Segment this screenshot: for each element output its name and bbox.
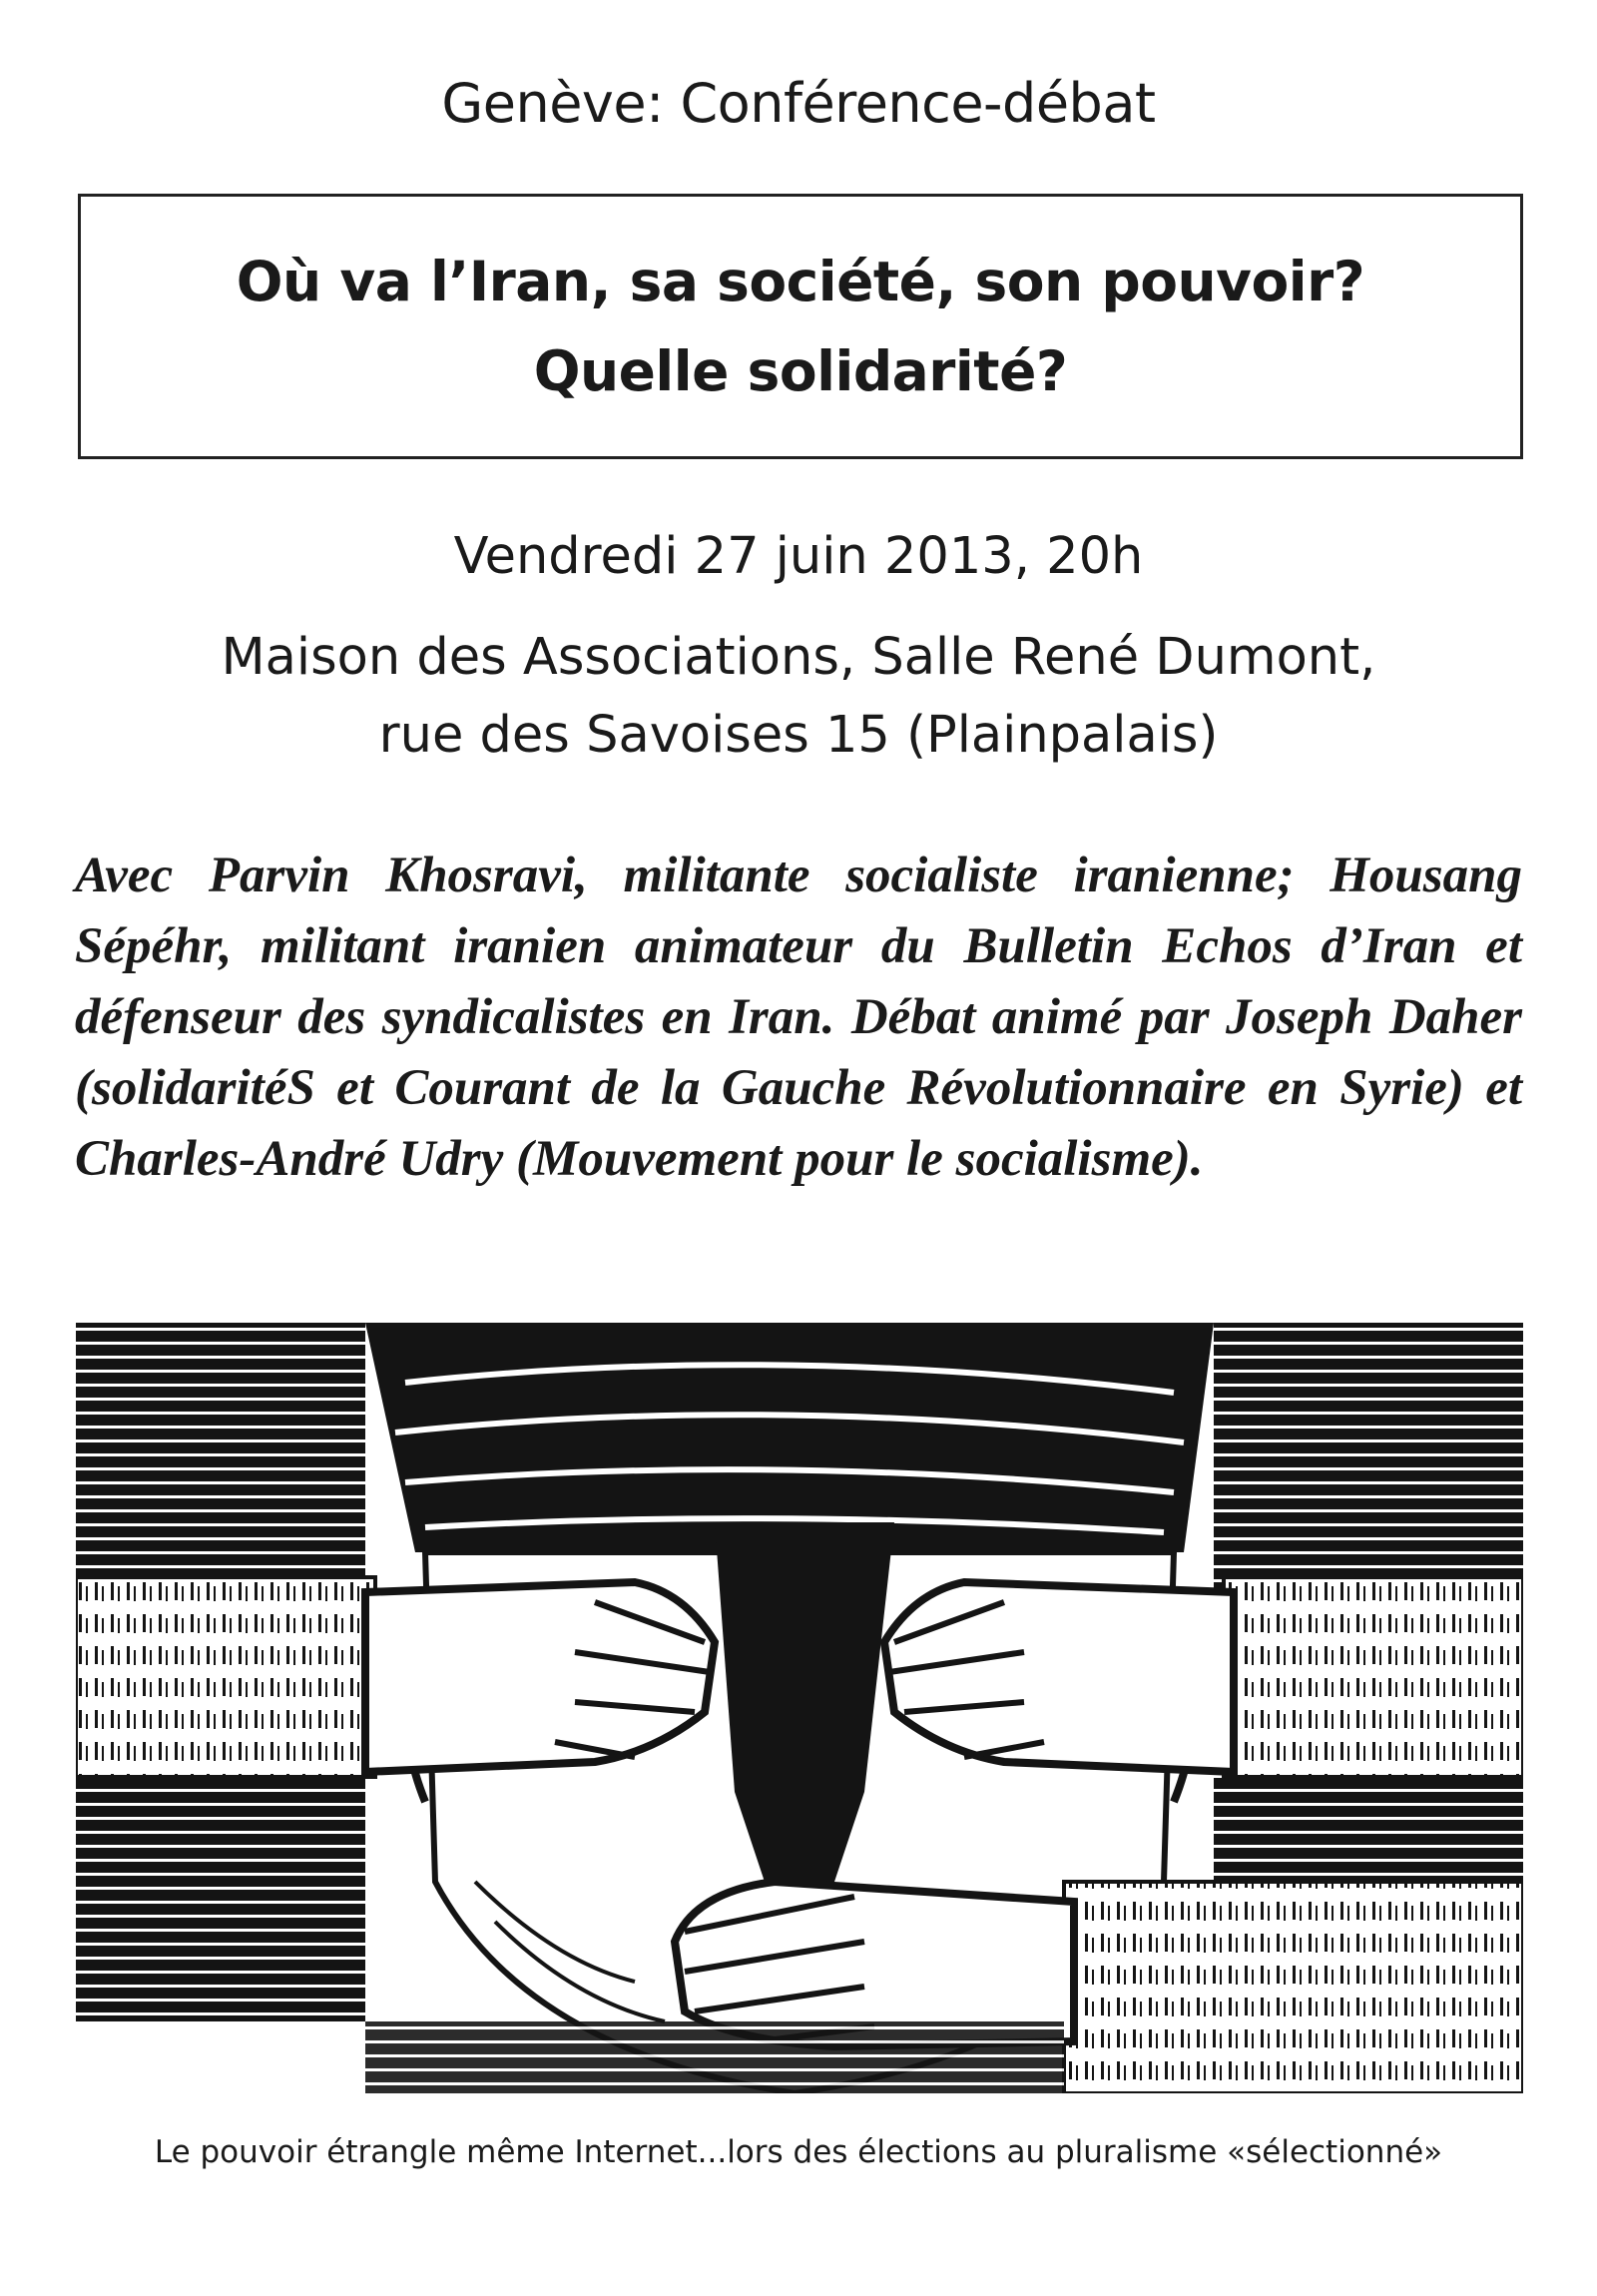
title-line-1: Où va l’Iran, sa société, son pouvoir? [236,250,1365,313]
hand-left-eye [365,1582,715,1772]
title-box [78,194,1523,459]
event-type-header: Genève: Conférence-débat [441,72,1156,135]
newspaper-arm-left [76,1577,375,1777]
woodcut-face-image [76,1323,1523,2093]
censorship-illustration [76,1323,1523,2093]
event-venue [0,619,1597,775]
venue-line-2: rue des Savoises 15 (Plainpalais) [378,706,1219,765]
image-caption: Le pouvoir étrangle même Internet...lors des élections au pluralisme «sélectionné» [154,2134,1443,2170]
event-date: Vendredi 27 juin 2013, 20h [453,527,1144,586]
speakers-paragraph: Avec Parvin Khosravi, militante socialiste iranienne; Housang Sépéhr, militant iranien animateur du Bulletin Echos d’Iran et défenseur des syndicalistes en Iran. Débat animé par Joseph Daher (solidaritéS et Courant de la Gauche Révolutionnaire en Syrie) et Charles-André Udry (Mouvement pour le socialisme). [75,848,1522,1187]
title-line-2: Quelle solidarité? [533,339,1068,403]
venue-line-1: Maison des Associations, Salle René Dumont, [221,628,1376,687]
newspaper-arm-right [1224,1577,1523,1777]
newspaper-arm-bottom [1064,1882,1523,2093]
hand-right-eye [884,1582,1234,1772]
